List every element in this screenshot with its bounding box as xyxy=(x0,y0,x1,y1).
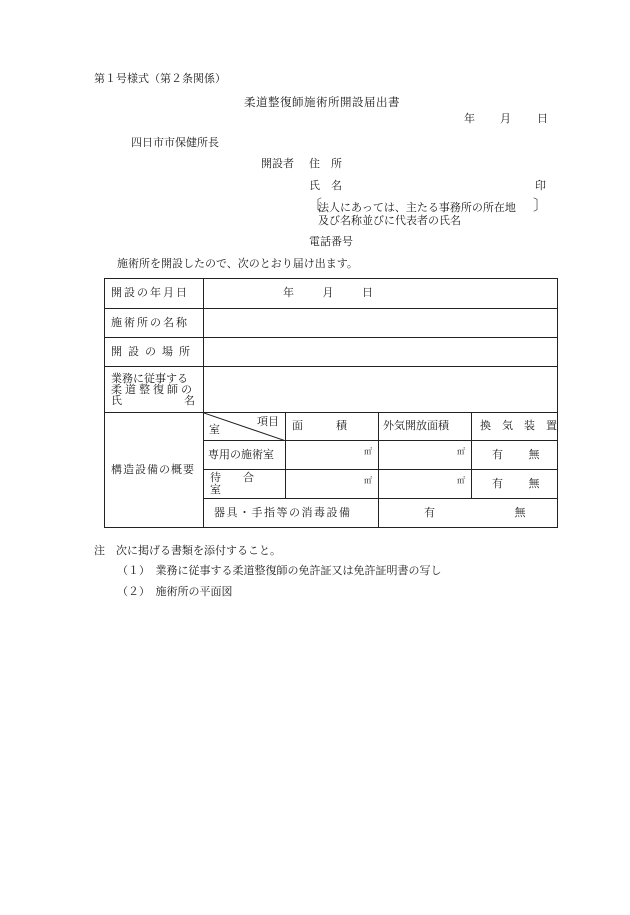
note-item-1: （１） 業務に従事する柔道整復師の免許証又は免許証明書の写し xyxy=(117,564,442,577)
col-ventilation-header: 換 気 装 置 xyxy=(472,413,558,441)
treatment-ventilation xyxy=(472,441,558,470)
staff-label xyxy=(105,367,204,413)
treatment-room-label: 専用の施術室 xyxy=(204,441,286,470)
item-room-header xyxy=(204,413,286,441)
row-location xyxy=(105,338,558,367)
no-label: 無 xyxy=(528,447,540,461)
date-day: 日 xyxy=(537,112,548,125)
applicant-heading: 開設者 xyxy=(261,157,294,170)
staff-value xyxy=(204,367,558,413)
open-date-day: 日 xyxy=(362,286,373,300)
note-item-2: （２） 施術所の平面図 xyxy=(117,585,233,598)
location-value xyxy=(204,338,558,367)
corp-note-line1: 法人にあっては、主たる事務所の所在地 xyxy=(318,201,516,214)
open-date-value xyxy=(204,279,558,309)
header-room: 室 xyxy=(209,422,220,436)
address-label: 住 所 xyxy=(309,157,342,170)
treatment-open-area xyxy=(379,441,472,470)
facility-name-value xyxy=(204,309,558,338)
seal-mark: 印 xyxy=(535,179,546,192)
row-structure-header xyxy=(105,413,558,441)
waiting-open-area xyxy=(379,470,472,499)
corp-note-line2: 及び名称並びに代表者の氏名 xyxy=(318,214,461,227)
waiting-ventilation xyxy=(472,470,558,499)
treatment-area xyxy=(286,441,379,470)
no-label: 無 xyxy=(514,505,526,519)
staff-label-line1: 業務に従事する xyxy=(111,372,188,385)
structure-label: 構造設備の概要 xyxy=(105,413,204,528)
row-facility-name xyxy=(105,309,558,338)
staff-label-line2: 柔道整復師の xyxy=(111,383,195,396)
yes-label: 有 xyxy=(492,476,503,490)
statement: 施術所を開設したので、次のとおり届け出ます。 xyxy=(117,257,358,270)
addressee: 四日市市保健所長 xyxy=(131,136,219,149)
form-number-label: 第１号様式（第２条関係） xyxy=(94,72,226,85)
sqm-unit: ㎡ xyxy=(364,476,372,486)
date-year: 年 xyxy=(464,112,475,125)
bracket-close: 〕 xyxy=(533,196,549,214)
open-date-year: 年 xyxy=(283,286,294,300)
yes-label: 有 xyxy=(492,447,503,461)
waiting-room-label: 待 合 室 xyxy=(204,470,286,499)
document-title: 柔道整復師施術所開設届出書 xyxy=(244,95,400,109)
name-label: 氏 名 xyxy=(309,179,342,192)
bracket-open: 〔 xyxy=(307,196,323,214)
date-month: 月 xyxy=(500,112,511,125)
disinfection-label: 器具・手指等の消毒設備 xyxy=(204,499,379,528)
open-date-label: 開設の年月日 xyxy=(105,279,204,309)
sqm-unit: ㎡ xyxy=(457,476,465,486)
waiting-area xyxy=(286,470,379,499)
open-date-month: 月 xyxy=(322,286,334,300)
no-label: 無 xyxy=(528,476,540,490)
application-table xyxy=(104,278,558,528)
facility-name-label: 施術所の名称 xyxy=(105,309,204,338)
phone-label: 電話番号 xyxy=(309,235,353,248)
header-item: 項目 xyxy=(257,415,279,428)
row-staff xyxy=(105,367,558,413)
col-area-header: 面 積 xyxy=(286,413,379,441)
location-label: 開設の場所 xyxy=(105,338,204,367)
sqm-unit: ㎡ xyxy=(364,447,372,457)
staff-label-line3 xyxy=(111,395,203,406)
row-open-date xyxy=(105,279,558,309)
yes-label: 有 xyxy=(424,505,435,519)
staff-label-mei: 名 xyxy=(184,394,195,407)
notes-heading: 注 次に掲げる書類を添付すること。 xyxy=(94,544,281,557)
staff-label-shi: 氏 xyxy=(111,394,122,407)
col-open-area-header: 外気開放面積 xyxy=(379,413,472,441)
sqm-unit: ㎡ xyxy=(457,447,465,457)
disinfection-value xyxy=(379,499,558,528)
